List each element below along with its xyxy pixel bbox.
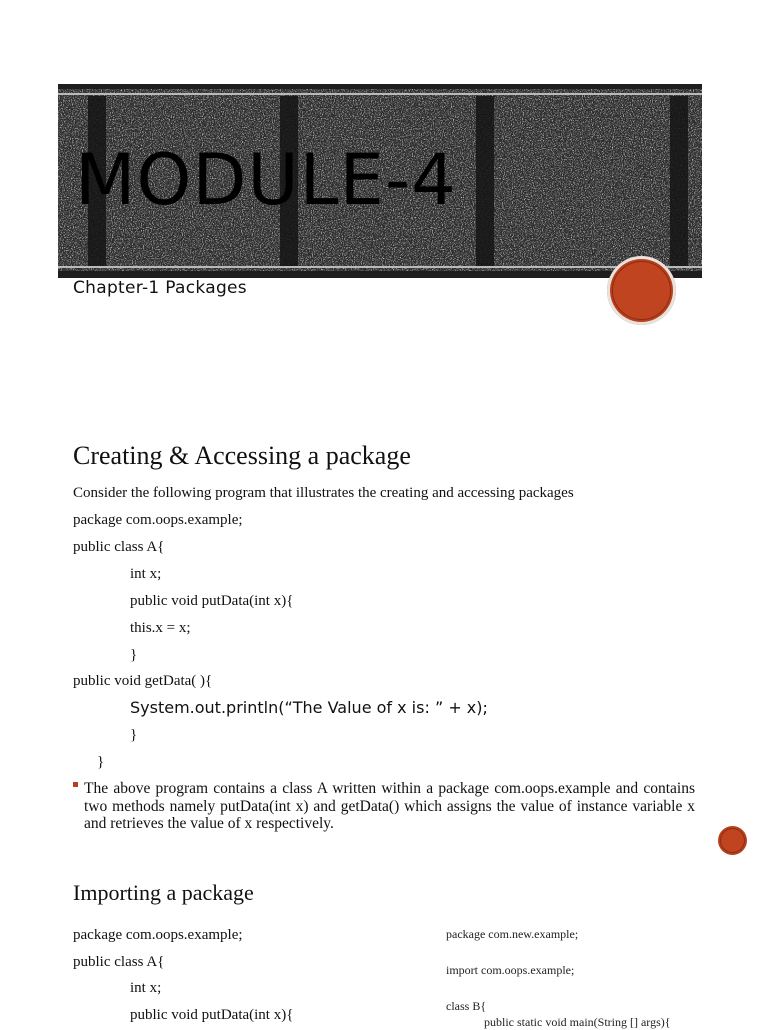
code-snippet-line: class B{ [446,999,487,1013]
slide-subtitle: Chapter-1 Packages [73,278,247,298]
code-line: public void getData( ){ [73,673,213,689]
code-line: public class A{ [73,954,165,970]
code-snippet-line: import com.oops.example; [446,963,575,977]
code-line: public void putData(int x){ [130,593,294,609]
section-heading: Creating & Accessing a package [73,441,411,470]
code-line: this.x = x; [130,620,191,636]
intro-text: Consider the following program that illustrates the creating and accessing packages [73,485,574,501]
bullet-point [73,780,695,833]
code-line: package com.oops.example; [73,512,243,528]
code-snippet-line: package com.new.example; [446,927,579,941]
code-line: } [130,647,138,663]
code-line: } [130,727,138,743]
code-snippet-line: public static void main(String [] args){ [484,1015,671,1029]
code-line: int x; [130,980,162,996]
code-line: package com.oops.example; [73,927,243,943]
slide-title: MODULE-4 [75,139,457,221]
bullet-text: The above program contains a class A written within a package com.oops.example and contains two methods namely putData(int x) and getData() which assigns the value of instance variable x and retrieves the value of x respectively. [84,780,695,832]
code-line: int x; [130,566,162,582]
section-heading: Importing a package [73,880,254,905]
code-line: System.out.println(“The Value of x is: ” + x); [130,698,488,717]
accent-circle-icon [607,256,676,325]
code-line: public class A{ [73,539,165,555]
accent-circle-icon [718,826,747,855]
bullet-icon [73,782,78,787]
code-line: } [97,754,105,770]
code-line: public void putData(int x){ [130,1007,294,1023]
